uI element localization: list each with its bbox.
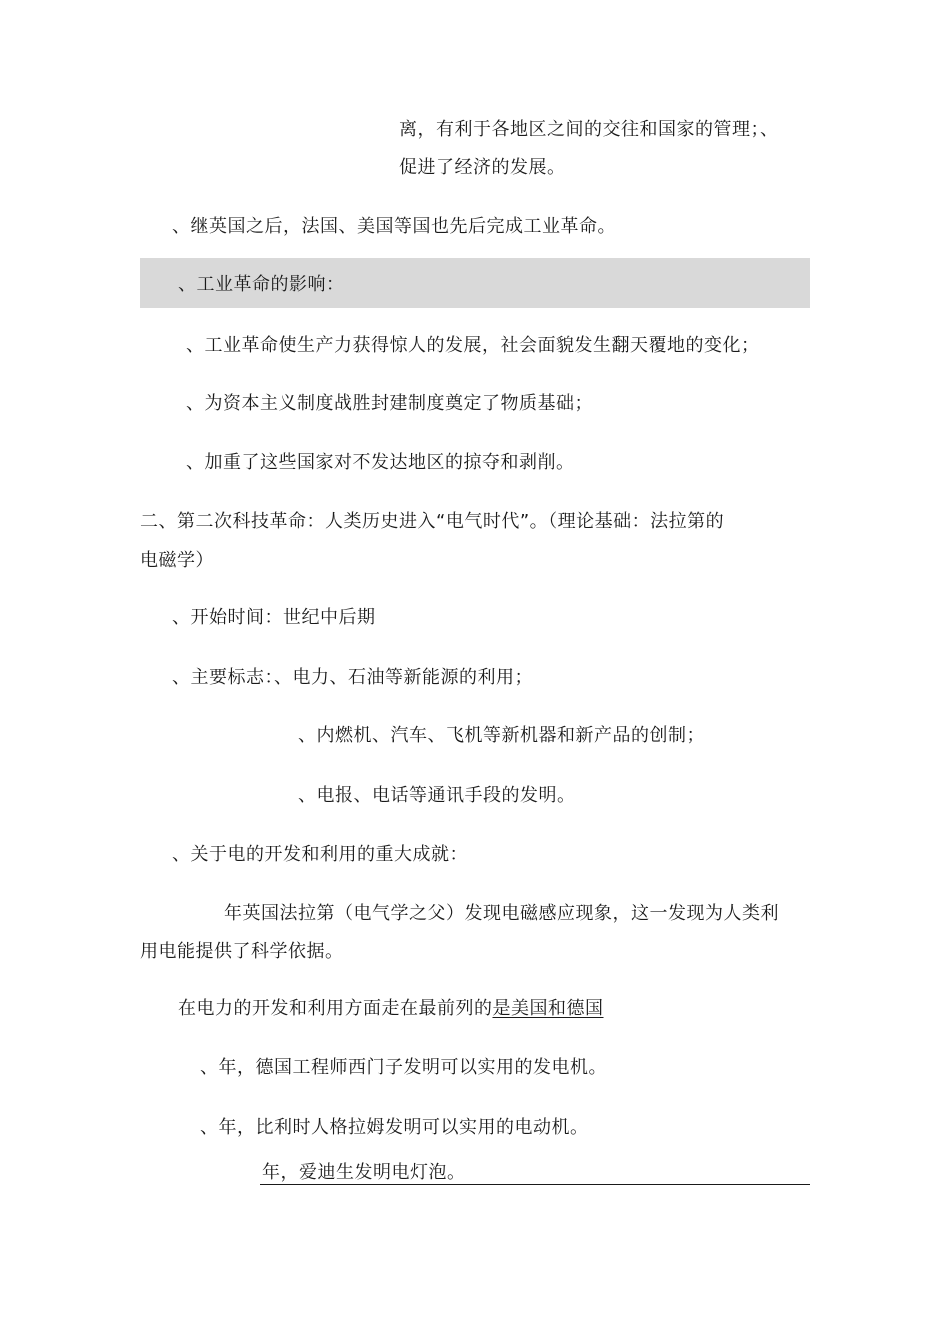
- text-line: 、主要标志：、电力、石油等新能源的利用；: [172, 667, 533, 688]
- heading-line: 二、第二次科技革命：人类历史进入“电气时代”。（理论基础：法拉第的: [140, 511, 725, 532]
- underlined-text: 是美国和德国: [492, 998, 604, 1019]
- underline-rule: [260, 1184, 810, 1185]
- text-line: 、工业革命使生产力获得惊人的发展，社会面貌发生翻天覆地的变化；: [186, 335, 760, 356]
- heading-line: 电磁学）: [140, 550, 214, 571]
- text-line: [178, 997, 604, 1021]
- paragraph-line: 年英国法拉第（电气学之父）发现电磁感应现象，这一发现为人类利: [224, 903, 779, 924]
- paragraph-line: 用电能提供了科学依据。: [140, 941, 344, 962]
- text-line: 、开始时间：世纪中后期: [172, 607, 376, 628]
- text-line: 、年，比利时人格拉姆发明可以实用的电动机。: [200, 1117, 589, 1138]
- text-segment: 在电力的开发和利用方面走在最前列的: [178, 998, 493, 1019]
- text-line: 、年，德国工程师西门子发明可以实用的发电机。: [200, 1057, 607, 1078]
- text-line: 促进了经济的发展。: [399, 157, 566, 178]
- text-line: 、为资本主义制度战胜封建制度奠定了物质基础；: [186, 393, 593, 414]
- section-heading: 、工业革命的影响：: [178, 274, 345, 295]
- text-line: 、关于电的开发和利用的重大成就：: [172, 844, 468, 865]
- text-line: 离，有利于各地区之间的交往和国家的管理；、: [399, 119, 779, 140]
- text-line: 、继英国之后，法国、美国等国也先后完成工业革命。: [172, 216, 616, 237]
- text-line: 、电报、电话等通讯手段的发明。: [298, 785, 576, 806]
- text-line: 、内燃机、汽车、飞机等新机器和新产品的创制；: [298, 725, 705, 746]
- text-line: 年，爱迪生发明电灯泡。: [262, 1162, 466, 1183]
- text-line: 、加重了这些国家对不发达地区的掠夺和剥削。: [186, 452, 575, 473]
